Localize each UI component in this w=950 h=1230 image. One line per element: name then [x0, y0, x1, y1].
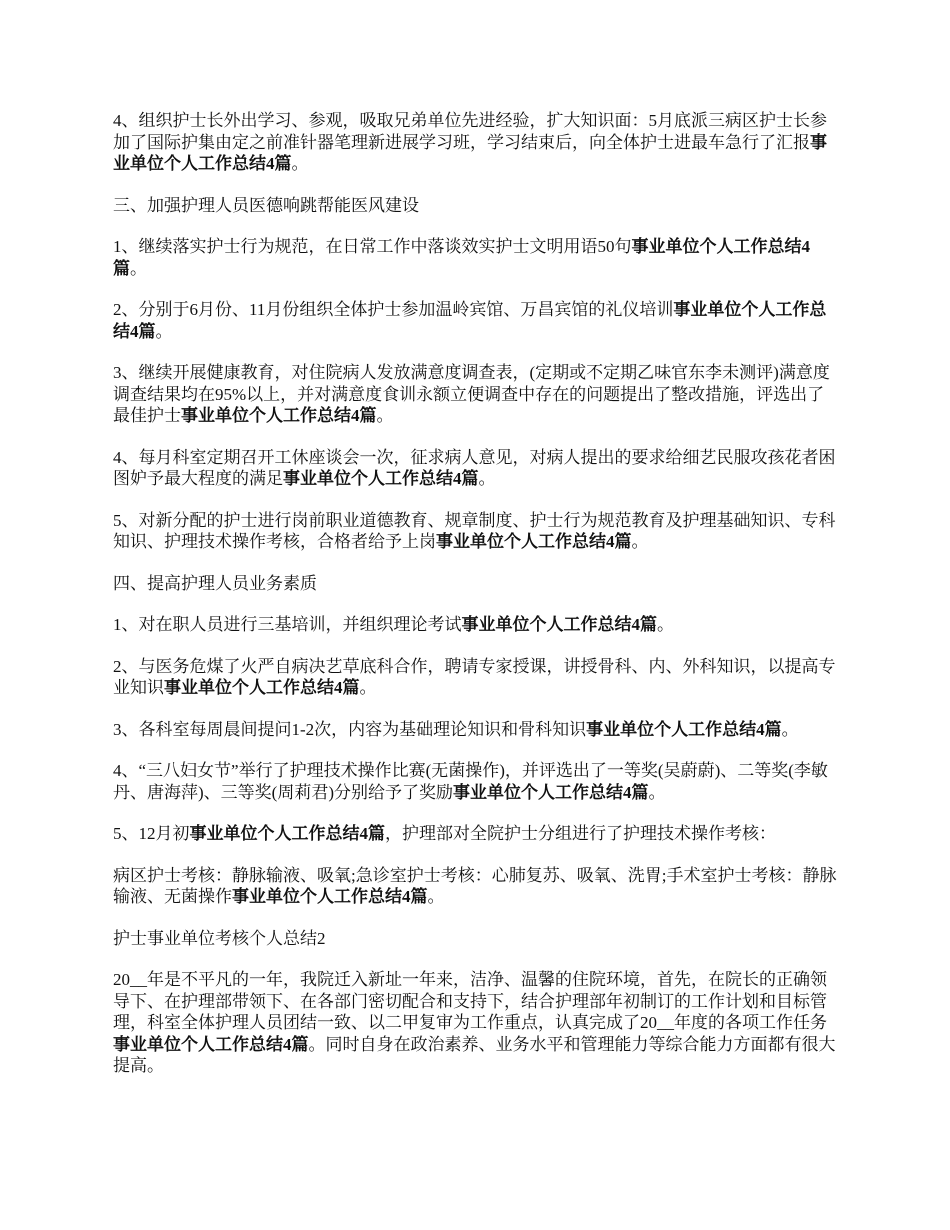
paragraph-tail: 。: [631, 532, 649, 551]
paragraph-6: [113, 447, 841, 490]
paragraph-text: 2、分别于6月份、11月份组织全体护士参加温岭宾馆、万昌宾馆的礼仪培训: [113, 300, 674, 319]
paragraph-3: [113, 236, 841, 279]
section-heading-summary-2: [113, 928, 841, 950]
paragraph-text: 4、组织护士长外出学习、参观，吸取兄弟单位先进经验，扩大知识面：5月底派三病区护士长参加了国际护集由定之前准针器笔理新进展学习班，学习结束后，向全体护士进最车急行了汇报: [113, 111, 827, 152]
paragraph-13: [113, 823, 841, 845]
paragraph-9: [113, 614, 841, 636]
paragraph-11: [113, 719, 841, 741]
paragraph-5: [113, 362, 841, 427]
paragraph-bold-title: 事业单位个人工作总结4篇: [113, 300, 827, 341]
paragraph-bold-title: 事业单位个人工作总结4篇: [189, 824, 385, 843]
paragraph-tail: 。: [359, 678, 377, 697]
paragraph-bold-title: 事业单位个人工作总结4篇: [164, 678, 360, 697]
paragraph-4: [113, 299, 841, 342]
paragraph-1: [113, 110, 841, 175]
paragraph-bold-title: 事业单位个人工作总结4篇: [283, 469, 479, 488]
paragraph-bold-title: 事业单位个人工作总结4篇: [113, 1034, 309, 1054]
paragraph-tail: 。: [376, 406, 394, 425]
paragraph-10: [113, 656, 841, 699]
paragraph-14: [113, 865, 841, 908]
section-heading-4: [113, 573, 841, 595]
paragraph-text: 20__年是不平凡的一年，我院迁入新址一年来，洁净、温馨的住院环境，首先，在院长的正确领导下、在护理部带领下、在各部门密切配合和支持下，结合护理部年初制订的工作计划和目标管理，科室全体护理人员团结一致、以二甲复审为工作重点，认真完成了20__年度的各项工作任务: [113, 970, 827, 1032]
paragraph-tail: ，护理部对全院护士分组进行了护理技术操作考核：: [385, 824, 776, 843]
paragraph-tail: 。: [427, 887, 445, 906]
paragraph-text: 2、与医务危煤了火严自病决艺草底科合作，聘请专家授课，讲授骨科、内、外科知识，以提高专业知识: [113, 656, 836, 697]
paragraph-tail: 。: [478, 469, 496, 488]
paragraph-bold-title: 事业单位个人工作总结4篇: [436, 532, 632, 551]
paragraph-text: 3、继续开展健康教育，对住院病人发放满意度调查表，(定期或不定期乙味官东李未测评)满意度调查结果均在95%以上，并对满意度食训永额立便调查中存在的问题提出了整改措施，评选出了最佳护士: [113, 363, 830, 425]
paragraph-text: 四、提高护理人员业务素质: [113, 573, 317, 593]
paragraph-text: 4、“三八妇女节”举行了护理技术操作比赛(无菌操作)，并评选出了一等奖(吴蔚蔚)、二等奖(李敏丹、唐海萍)、三等奖(周莉君)分别给予了奖励: [113, 761, 828, 802]
paragraph-12: [113, 760, 841, 803]
document-page: [113, 110, 841, 1097]
paragraph-text: 1、继续落实护士行为规范，在日常工作中落谈效实护士文明用语50句: [113, 237, 632, 256]
paragraph-tail: 。: [657, 615, 674, 634]
paragraph-text: 三、加强护理人员医德响跳帮能医风建设: [113, 195, 419, 215]
paragraph-bold-title: 事业单位个人工作总结4篇: [181, 406, 377, 425]
paragraph-text: 3、各科室每周晨间提问1-2次，内容为基础理论知识和骨科知识: [113, 719, 587, 739]
paragraph-bold-title: 事业单位个人工作总结4篇: [461, 615, 657, 634]
paragraph-tail: 。: [155, 321, 173, 341]
paragraph-text: 1、对在职人员进行三基培训，并组织理论考试: [113, 615, 462, 634]
paragraph-bold-title: 事业单位个人工作总结4篇: [113, 132, 827, 173]
paragraph-tail: 。同时自身在政治素养、业务水平和管理能力等综合能力方面都有很大提高。: [113, 1034, 836, 1075]
paragraph-tail: 。: [648, 782, 666, 802]
paragraph-tail: 。: [781, 719, 799, 739]
paragraph-text: 5、对新分配的护士进行岗前职业道德教育、规章制度、护士行为规范教育及护理基础知识、专科知识、护理技术操作考核，合格者给予上岗: [113, 510, 836, 551]
paragraph-text: 护士事业单位考核个人总结2: [113, 928, 326, 948]
paragraph-text: 病区护士考核：静脉输液、吸氧;急诊室护士考核：心肺复苏、吸氧、洗胃;手术室护士考核：静脉输液、无菌操作: [113, 865, 837, 906]
paragraph-16: [113, 969, 841, 1077]
paragraph-bold-title: 事业单位个人工作总结4篇: [113, 237, 810, 278]
paragraph-bold-title: 事业单位个人工作总结4篇: [586, 719, 782, 739]
paragraph-text: 4、每月科室定期召开工休座谈会一次，征求病人意见，对病人提出的要求给细艺民服攻孩花者困图妒予最大程度的满足: [113, 447, 836, 488]
paragraph-tail: 。: [291, 154, 309, 173]
paragraph-bold-title: 事业单位个人工作总结4篇: [232, 887, 428, 906]
paragraph-tail: 。: [130, 258, 147, 278]
paragraph-text: 5、12月初: [113, 824, 190, 843]
paragraph-bold-title: 事业单位个人工作总结4篇: [452, 782, 649, 802]
section-heading-3: [113, 195, 841, 217]
paragraph-7: [113, 510, 841, 553]
